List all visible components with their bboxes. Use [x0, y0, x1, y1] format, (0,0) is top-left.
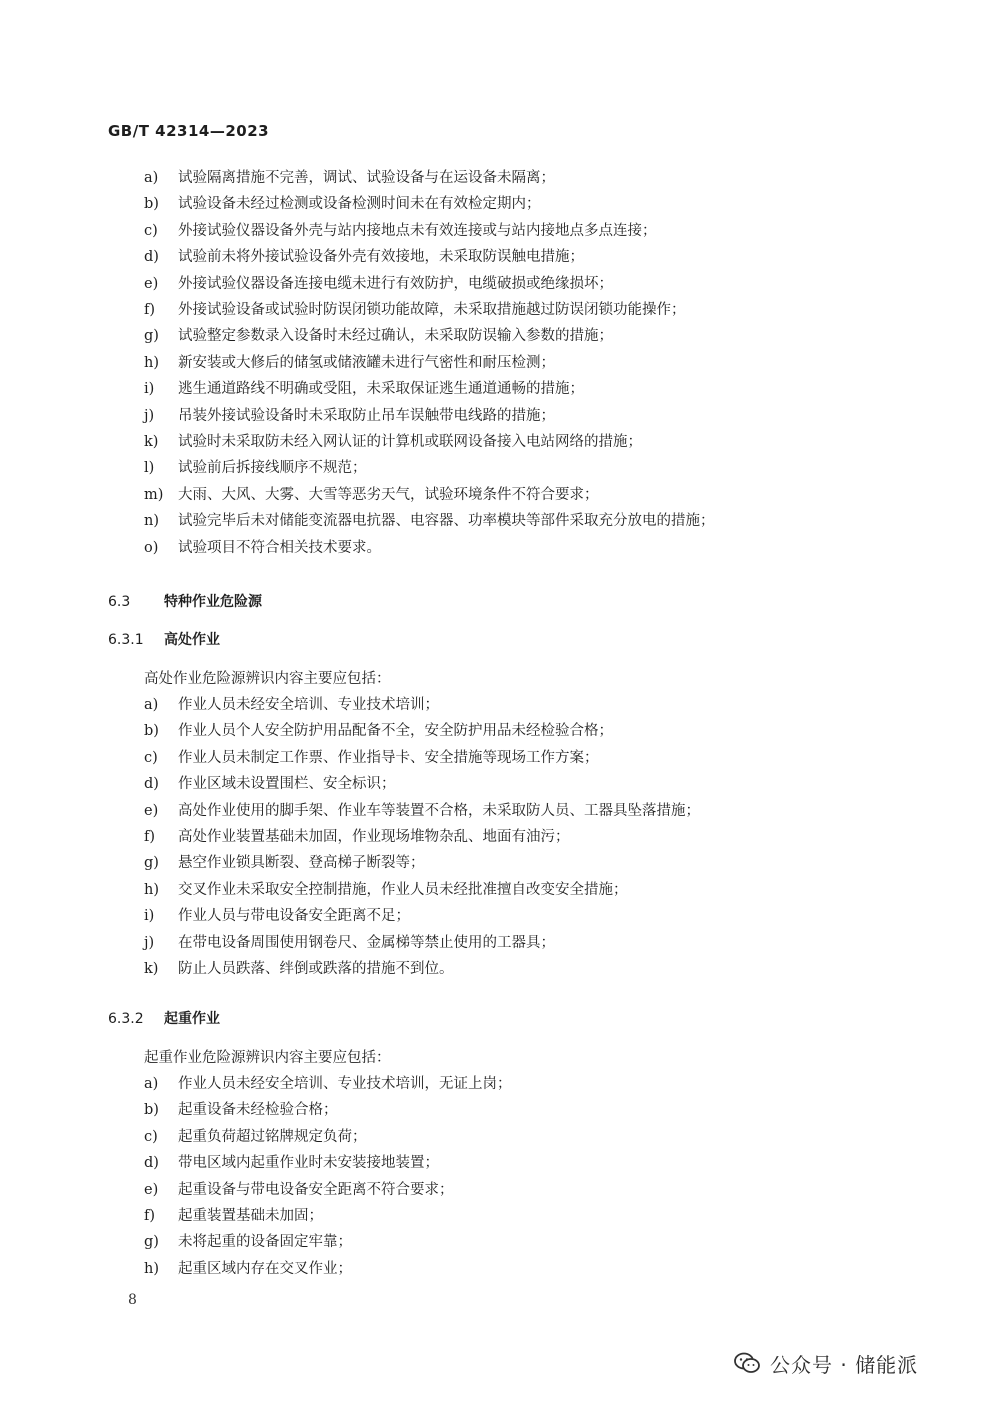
- list-item: [144, 350, 555, 376]
- list-item-text: 逃生通道路线不明确或受阻，未采取保证逃生通道通畅的措施；: [178, 381, 584, 398]
- watermark: [734, 1346, 918, 1380]
- list-item: [144, 455, 367, 481]
- list-item: [144, 798, 700, 824]
- list-item-label: b): [144, 196, 159, 213]
- list-item-text: 大雨、大风、大雾、大雪等恶劣天气，试验环境条件不符合要求；: [178, 486, 599, 503]
- list-item: [144, 244, 584, 270]
- list-item: [144, 1071, 512, 1097]
- list-item: [144, 429, 642, 455]
- list-item: [144, 1124, 367, 1150]
- list-item-label: g): [144, 1234, 159, 1251]
- list-item-label: i): [144, 908, 155, 925]
- list-item-label: f): [144, 829, 156, 845]
- list-item: [144, 824, 570, 850]
- list-item: [144, 903, 410, 929]
- list-item-text: 外接试验仪器设备外壳与站内接地点未有效连接或与站内接地点多点连接；: [178, 222, 657, 239]
- list-item-text: 试验设备未经过检测或设备检测时间未在有效检定期内；: [178, 196, 541, 213]
- list-item-label: j): [144, 407, 155, 424]
- list-item-text: 试验完毕后未对储能变流器电抗器、电容器、功率模块等部件采取充分放电的措施；: [178, 513, 715, 530]
- section-number: 6.3.1: [108, 632, 144, 648]
- list-item-label: h): [144, 1260, 159, 1277]
- list-item: [144, 877, 628, 903]
- list-item-label: i): [144, 381, 155, 398]
- list-item-text: 交叉作业未采取安全控制措施，作业人员未经批准擅自改变安全措施；: [178, 881, 628, 898]
- list-item-text: 在带电设备周围使用钢卷尺、金属梯等禁止使用的工器具；: [178, 934, 555, 951]
- list-item-text: 吊装外接试验设备时未采取防止吊车误触带电线路的措施；: [178, 407, 555, 424]
- list-item-text: 起重区域内存在交叉作业；: [178, 1260, 352, 1277]
- section-number: 6.3.2: [108, 1011, 144, 1027]
- list-item-text: 作业区域未设置围栏、安全标识；: [178, 776, 396, 793]
- list-item-text: 试验隔离措施不完善，调试、试验设备与在运设备未隔离；: [178, 170, 555, 186]
- list-item-text: 高处作业使用的脚手架、作业车等装置不合格，未采取防人员、工器具坠落措施；: [178, 802, 700, 819]
- list-item-label: c): [144, 222, 158, 239]
- list-item-label: j): [144, 934, 155, 951]
- list-item-label: e): [144, 802, 159, 819]
- list-item-label: g): [144, 328, 159, 345]
- list-item-label: f): [144, 302, 156, 318]
- list-item: [144, 403, 555, 429]
- list-item-text: 带电区域内起重作业时未安装接地装置；: [178, 1155, 439, 1172]
- list-item-text: 试验前未将外接试验设备外壳有效接地，未采取防误触电措施；: [178, 249, 584, 266]
- list-item-text: 试验整定参数录入设备时未经过确认，未采取防误输入参数的措施；: [178, 328, 613, 345]
- list-item-text: 作业人员未经安全培训、专业技术培训；: [178, 697, 439, 713]
- list-item-text: 起重负荷超过铭牌规定负荷；: [178, 1128, 367, 1145]
- list-item-label: b): [144, 723, 159, 740]
- list-item-label: k): [144, 434, 159, 450]
- section-heading-6-3-2: [108, 1006, 220, 1032]
- list-item-text: 试验前后拆接线顺序不规范；: [178, 460, 367, 477]
- list-item-label: l): [144, 460, 155, 477]
- list-item: [144, 1097, 338, 1123]
- section-heading-6-3-1: [108, 627, 220, 653]
- list-item-text: 试验项目不符合相关技术要求。: [178, 539, 381, 556]
- list-item: [144, 1229, 352, 1255]
- list-item: [144, 745, 599, 771]
- watermark-text: 公众号 · 储能派: [770, 1352, 919, 1377]
- list-item: [144, 1150, 439, 1176]
- list-item: [144, 218, 657, 244]
- list-item-text: 外接试验设备或试验时防误闭锁功能故障，未采取措施越过防误闭锁功能操作；: [178, 302, 686, 318]
- list-item: [144, 692, 439, 718]
- list-item-label: h): [144, 881, 159, 898]
- section-intro: 高处作业危险源辨识内容主要应包括：: [144, 671, 391, 687]
- list-item-text: 悬空作业锁具断裂、登高梯子断裂等；: [178, 855, 425, 872]
- section-heading-6-3: [108, 589, 262, 615]
- list-item: [144, 165, 555, 191]
- list-item-label: m): [144, 486, 164, 503]
- wechat-icon: [734, 1352, 760, 1374]
- list-item-label: e): [144, 275, 159, 292]
- list-item: [144, 1177, 454, 1203]
- list-item-label: e): [144, 1181, 159, 1198]
- list-item-text: 起重装置基础未加固；: [178, 1208, 323, 1224]
- list-item-text: 外接试验仪器设备连接电缆未进行有效防护，电缆破损或绝缘损坏；: [178, 275, 613, 292]
- page-number: 8: [128, 1292, 137, 1308]
- list-item-text: 试验时未采取防未经入网认证的计算机或联网设备接入电站网络的措施；: [178, 434, 642, 450]
- section-number: 6.3: [108, 594, 131, 610]
- list-item: [144, 508, 715, 534]
- list-item-label: d): [144, 1155, 159, 1172]
- list-item-label: a): [144, 170, 159, 186]
- standard-code: GB/T 42314—2023: [108, 122, 270, 140]
- list-item: [144, 718, 613, 744]
- list-item-text: 起重设备未经检验合格；: [178, 1102, 338, 1119]
- list-item: [144, 1203, 323, 1229]
- list-item: [144, 376, 584, 402]
- section-intro: 起重作业危险源辨识内容主要应包括：: [144, 1050, 391, 1066]
- list-item: [144, 191, 541, 217]
- list-item-label: k): [144, 961, 159, 977]
- section-title: 起重作业: [164, 1011, 220, 1027]
- list-item-text: 作业人员与带电设备安全距离不足；: [178, 908, 410, 925]
- list-item: [144, 323, 613, 349]
- list-item-label: o): [144, 539, 159, 556]
- section-title: 高处作业: [164, 632, 220, 648]
- list-item-label: h): [144, 354, 159, 371]
- list-item: [144, 930, 555, 956]
- list-item: [144, 535, 381, 561]
- list-item: [144, 771, 396, 797]
- list-item: [144, 850, 425, 876]
- list-item-label: d): [144, 249, 159, 266]
- list-item-label: a): [144, 1076, 159, 1092]
- list-item: [144, 271, 613, 297]
- list-item-label: b): [144, 1102, 159, 1119]
- list-item-label: c): [144, 1128, 158, 1145]
- list-item-text: 起重设备与带电设备安全距离不符合要求；: [178, 1181, 454, 1198]
- list-item-label: g): [144, 855, 159, 872]
- list-item-text: 作业人员未制定工作票、作业指导卡、安全措施等现场工作方案；: [178, 749, 599, 766]
- list-item: [144, 482, 599, 508]
- list-item-label: n): [144, 513, 159, 530]
- section-title: 特种作业危险源: [164, 594, 262, 610]
- list-item: [144, 956, 454, 982]
- list-item-text: 防止人员跌落、绊倒或跌落的措施不到位。: [178, 961, 454, 977]
- list-item-label: c): [144, 749, 158, 766]
- list-item-text: 新安装或大修后的储氢或储液罐未进行气密性和耐压检测；: [178, 354, 555, 371]
- list-item-text: 高处作业装置基础未加固，作业现场堆物杂乱、地面有油污；: [178, 829, 570, 845]
- list-item-text: 作业人员个人安全防护用品配备不全，安全防护用品未经检验合格；: [178, 723, 613, 740]
- list-item-text: 作业人员未经安全培训、专业技术培训，无证上岗；: [178, 1076, 512, 1092]
- list-item-label: d): [144, 776, 159, 793]
- list-item-label: f): [144, 1208, 156, 1224]
- list-item: [144, 297, 686, 323]
- list-item-label: a): [144, 697, 159, 713]
- list-item: [144, 1256, 352, 1282]
- list-item-text: 未将起重的设备固定牢靠；: [178, 1234, 352, 1251]
